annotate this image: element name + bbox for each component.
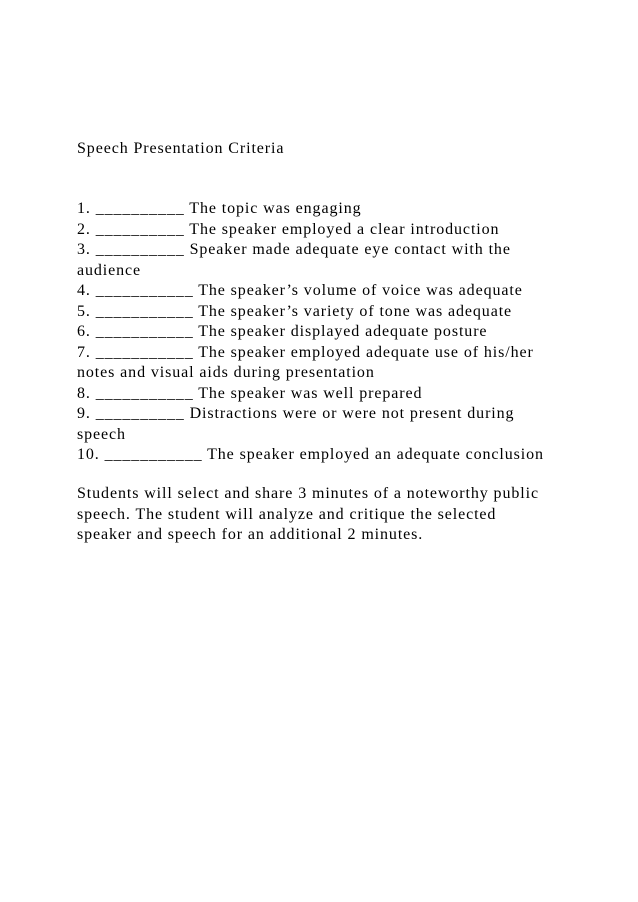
criterion-text-continued: audience	[77, 261, 142, 279]
instructions-line: speech. The student will analyze and critique the selected	[77, 505, 497, 523]
criterion-text: 10. ___________ The speaker employed an adequate conclusion	[77, 446, 544, 463]
criterion-item	[77, 199, 567, 220]
criteria-list	[77, 199, 567, 466]
criterion-text-continued: notes and visual aids during presentation	[77, 364, 375, 381]
instructions-paragraph	[77, 484, 567, 546]
criterion-item	[77, 220, 567, 241]
criterion-text: 1. __________ The topic was engaging	[77, 200, 362, 217]
criterion-item	[77, 445, 567, 466]
criterion-text: 9. __________ Distractions were or were not present during	[77, 405, 515, 422]
document-title: Speech Presentation Criteria	[77, 140, 285, 157]
instructions-line: Students will select and share 3 minutes of a noteworthy public	[77, 485, 539, 502]
criterion-text: 7. ___________ The speaker employed adequate use of his/her	[77, 343, 534, 361]
criterion-text: 4. ___________ The speaker’s volume of voice was adequate	[77, 282, 523, 299]
criterion-text: 5. ___________ The speaker’s variety of tone was adequate	[77, 302, 513, 320]
criterion-item	[77, 343, 567, 384]
criterion-item	[77, 240, 567, 281]
criterion-text-continued: speech	[77, 425, 126, 443]
criterion-item	[77, 384, 567, 405]
criterion-item	[77, 302, 567, 323]
criterion-text: 2. __________ The speaker employed a clear introduction	[77, 220, 500, 238]
criterion-item	[77, 281, 567, 302]
criterion-text: 3. __________ Speaker made adequate eye contact with the	[77, 241, 511, 258]
criterion-item	[77, 404, 567, 445]
instructions-line: speaker and speech for an additional 2 minutes.	[77, 526, 424, 543]
criterion-text: 8. ___________ The speaker was well prepared	[77, 384, 423, 402]
criterion-text: 6. ___________ The speaker displayed adequate posture	[77, 323, 488, 340]
criterion-item	[77, 322, 567, 343]
